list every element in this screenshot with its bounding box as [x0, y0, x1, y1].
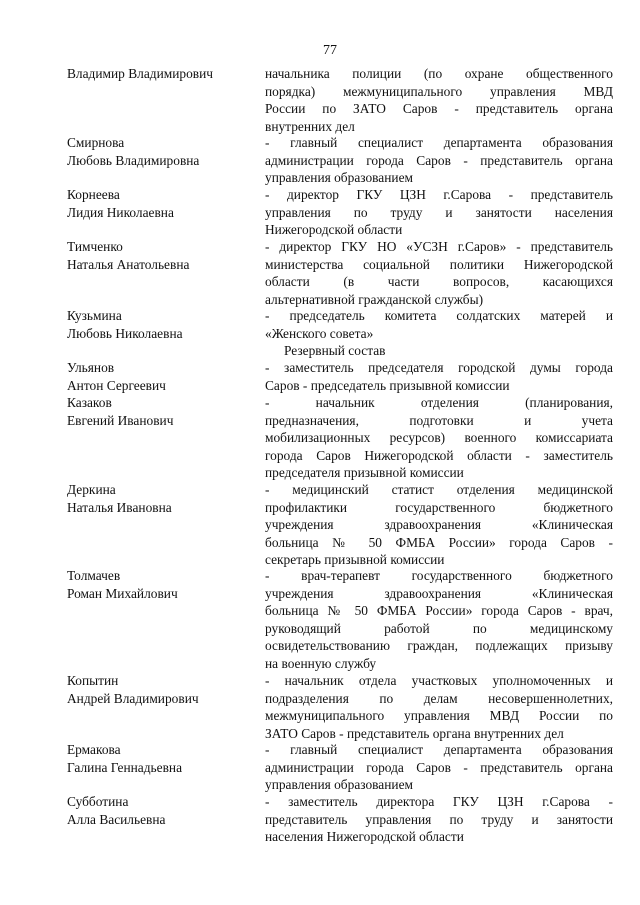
member-role-line: - заместитель директора ГКУ ЦЗН г.Сарова - [265, 794, 613, 809]
member-name-line: Наталья Ивановна [67, 499, 172, 515]
member-role-line: межмуниципального управления МВД России по [265, 708, 613, 724]
member-role-line: на военную службу [265, 655, 377, 671]
member-name-line: Корнеева [67, 187, 120, 202]
member-name [67, 134, 257, 169]
member-name-line: Любовь Николаевна [67, 325, 183, 341]
member-role [265, 359, 613, 394]
reserve-section-heading: Резервный состав [284, 343, 386, 358]
member-role-line: администрации города Саров - представитель органа [265, 152, 613, 168]
member-name-line: Казаков [67, 395, 112, 410]
member-role-line: учреждения здравоохранения «Клиническая [265, 517, 613, 533]
member-role-line: больница № 50 ФМБА России» города Саров - врач, [265, 603, 613, 619]
member-role-line: населения Нижегородской области [265, 829, 464, 845]
member-name [67, 238, 257, 273]
member-role-line: Нижегородской области [265, 222, 403, 238]
member-name-line: Копытин [67, 673, 119, 688]
member-role-line: руководящий работой по медицинскому [265, 620, 613, 636]
member-role [265, 567, 613, 673]
member-name-line: Толмачев [67, 568, 121, 583]
member-name [67, 793, 257, 828]
member-role [265, 741, 613, 794]
member-role-line: управления образованием [265, 170, 414, 186]
member-role-line: альтернативной гражданской службы) [265, 291, 484, 307]
member-name-line: Деркина [67, 482, 116, 497]
member-role-line: управления по труду и занятости населения [265, 204, 613, 220]
member-role-line: секретарь призывной комиссии [265, 552, 445, 568]
member-role [265, 65, 613, 135]
member-name-line: Любовь Владимировна [67, 152, 200, 168]
member-role-line: - директор ГКУ ЦЗН г.Сарова - представитель [265, 187, 613, 202]
member-name-line: Смирнова [67, 135, 125, 150]
member-role [265, 394, 613, 482]
page-number: 77 [323, 43, 337, 58]
member-role-line: - заместитель председателя городской думы города [265, 360, 613, 375]
member-role-line: администрации города Саров - представитель органа [265, 759, 613, 775]
member-role-line: внутренних дел [265, 118, 355, 134]
member-role-line: подразделения по делам несовершеннолетних, [265, 690, 613, 706]
member-role [265, 793, 613, 846]
member-role-line: области (в части вопросов, касающихся [265, 274, 613, 290]
member-name-line: Тимченко [67, 239, 123, 254]
member-role [265, 134, 613, 187]
member-role [265, 672, 613, 742]
member-name-line: Антон Сергеевич [67, 377, 166, 393]
member-name [67, 741, 257, 776]
member-role [265, 307, 613, 342]
member-role-line: - главный специалист департамента образования [265, 135, 613, 150]
member-role-line: - председатель комитета солдатских матерей и [265, 308, 613, 323]
member-role-line: России по ЗАТО Саров - представитель органа [265, 101, 613, 117]
member-name-line: Алла Васильевна [67, 811, 166, 827]
member-name-line: Кузьмина [67, 308, 122, 323]
member-role [265, 481, 613, 569]
member-role-line: - начальник отдела участковых уполномоченных и [265, 673, 613, 688]
member-name [67, 481, 257, 516]
member-name [67, 567, 257, 602]
member-name-line: Ульянов [67, 360, 115, 375]
member-role-line: министерства социальной политики Нижегородской [265, 256, 613, 272]
member-role-line: Саров - председатель призывной комиссии [265, 377, 510, 393]
member-role-line: - главный специалист департамента образования [265, 742, 613, 757]
member-role-line: начальника полиции (по охране общественного [265, 66, 613, 81]
member-role-line: порядка) межмуниципального управления МВД [265, 83, 613, 99]
member-role-line: города Саров Нижегородской области - заместитель [265, 447, 613, 463]
member-name [67, 186, 257, 221]
member-name-line: Владимир Владимирович [67, 66, 214, 81]
member-role-line: ЗАТО Саров - представитель органа внутренних дел [265, 725, 564, 741]
member-name-line: Ермакова [67, 742, 121, 757]
member-role-line: «Женского совета» [265, 325, 374, 341]
member-role [265, 186, 613, 239]
member-name [67, 394, 257, 429]
member-role-line: освидетельствованию граждан, подлежащих призыву [265, 638, 613, 654]
member-name [67, 672, 257, 707]
member-name-line: Субботина [67, 794, 129, 809]
member-name-line: Евгений Иванович [67, 412, 174, 428]
member-role-line: предназначения, подготовки и учета [265, 412, 613, 428]
member-role [265, 238, 613, 308]
member-role-line: - начальник отделения (планирования, [265, 395, 613, 410]
member-role-line: мобилизационных ресурсов) военного комиссариата [265, 430, 613, 446]
member-name-line: Наталья Анатольевна [67, 256, 190, 272]
member-name [67, 307, 257, 342]
member-role-line: больница № 50 ФМБА России» города Саров - [265, 534, 613, 550]
member-role-line: - директор ГКУ НО «УСЗН г.Саров» - представитель [265, 239, 613, 254]
member-name-line: Галина Геннадьевна [67, 759, 183, 775]
member-name-line: Лидия Николаевна [67, 204, 174, 220]
member-role-line: профилактики государственного бюджетного [265, 499, 613, 515]
member-name-line: Роман Михайлович [67, 585, 178, 601]
member-name-line: Андрей Владимирович [67, 690, 199, 706]
member-name [67, 359, 257, 394]
member-role-line: учреждения здравоохранения «Клиническая [265, 585, 613, 601]
member-role-line: председателя призывной комиссии [265, 465, 464, 481]
member-name [67, 65, 257, 83]
member-role-line: - врач-терапевт государственного бюджетного [265, 568, 613, 583]
member-role-line: - медицинский статист отделения медицинской [265, 482, 613, 497]
member-role-line: управления образованием [265, 777, 414, 793]
member-role-line: представитель управления по труду и занятости [265, 811, 613, 827]
